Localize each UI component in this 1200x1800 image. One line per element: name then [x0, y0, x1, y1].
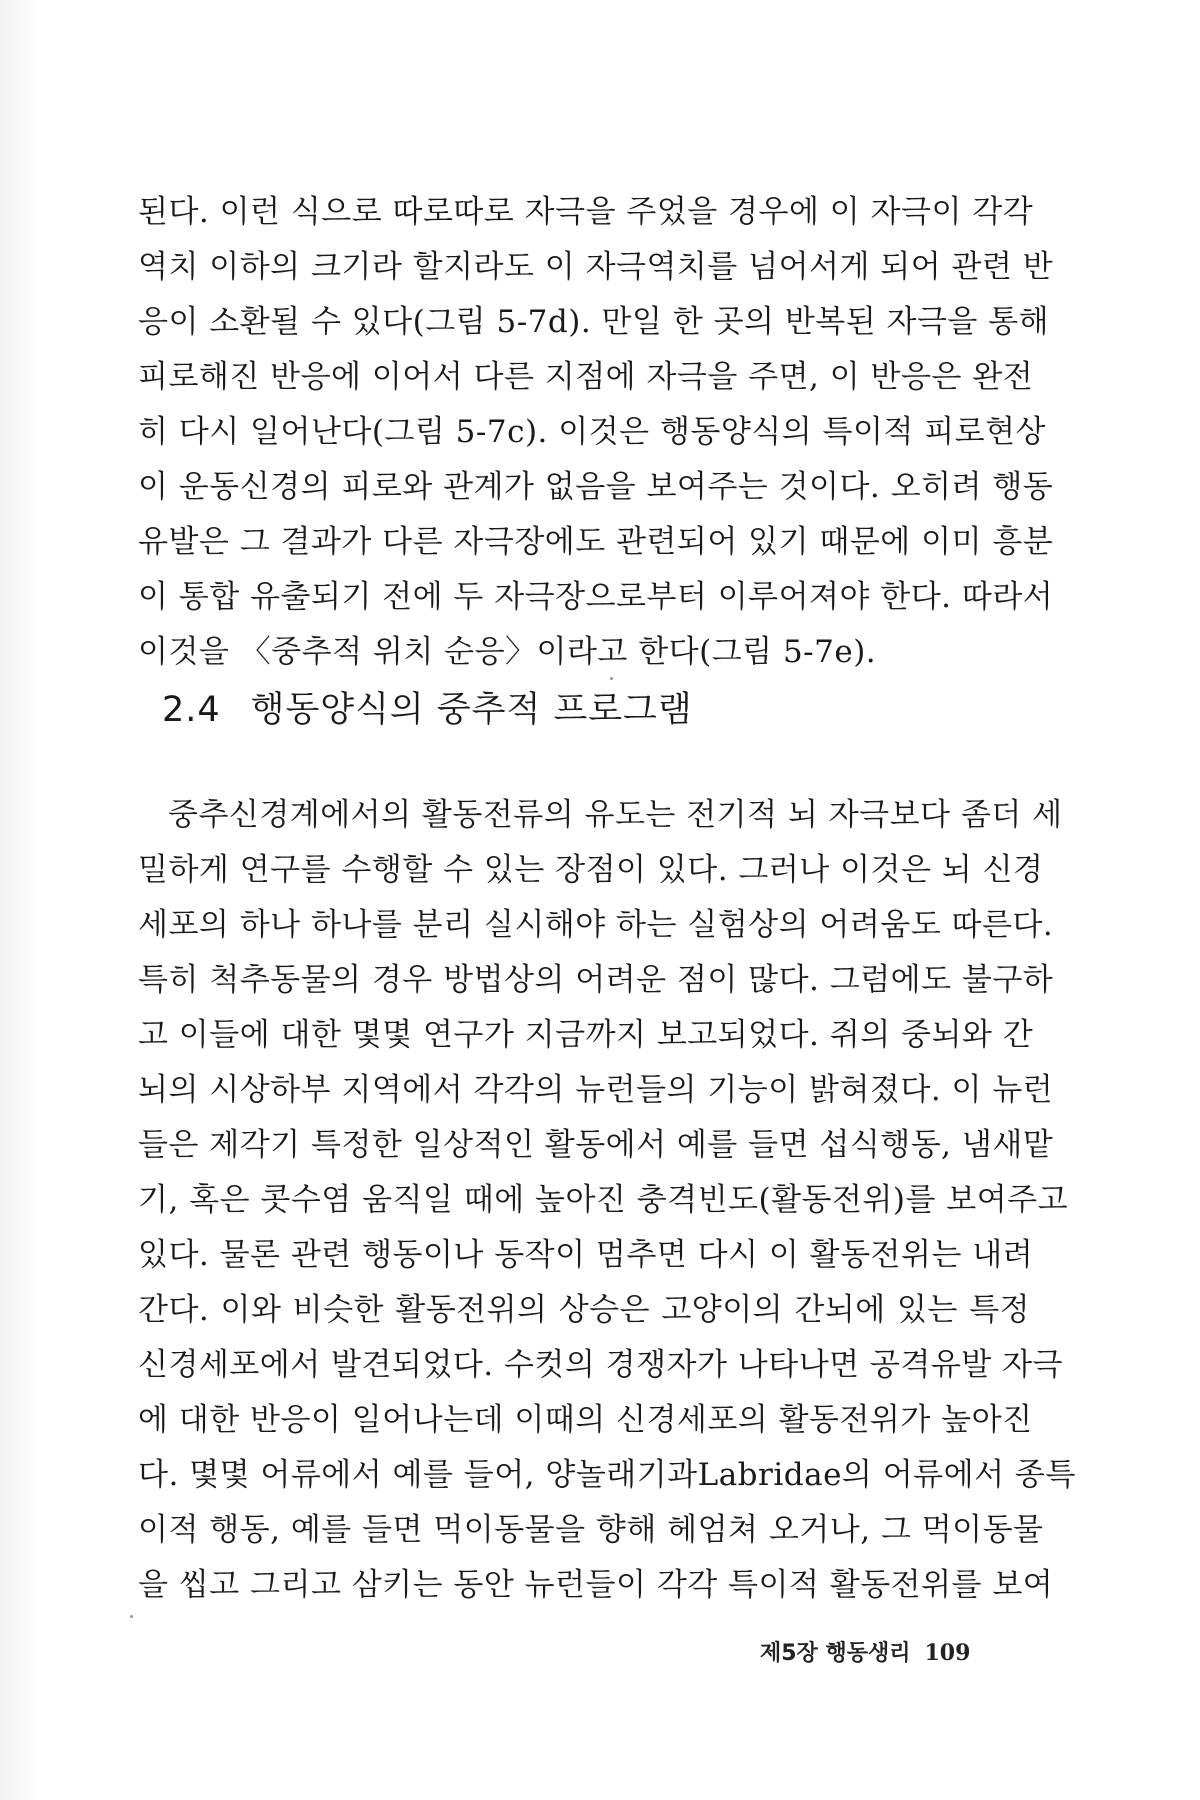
running-footer-chapter: 제5장 행동생리: [760, 1641, 911, 1666]
text-line: 이것을 〈중추적 위치 순응〉이라고 한다(그림 5-7e).: [138, 634, 877, 670]
text-line: 기, 혹은 콧수염 움직일 때에 높아진 충격빈도(활동전위)를 보여주고: [138, 1182, 1069, 1218]
text-line: 들은 제각기 특정한 일상적인 활동에서 예를 들면 섭식행동, 냄새맡: [138, 1127, 1054, 1163]
paragraph-continuation: [138, 185, 1054, 680]
section-number: 2.4: [162, 690, 221, 730]
text-line: 을 씹고 그리고 삼키는 동안 뉴런들이 각각 특이적 활동전위를 보여: [138, 1567, 1054, 1603]
text-line: 역치 이하의 크기라 할지라도 이 자극역치를 넘어서게 되어 관련 반: [138, 249, 1054, 285]
text-line: 특히 척추동물의 경우 방법상의 어려운 점이 많다. 그럼에도 불구하: [138, 962, 1054, 998]
text-line: 이 통합 유출되기 전에 두 자극장으로부터 이루어져야 한다. 따라서: [138, 579, 1054, 615]
text-line: 된다. 이런 식으로 따로따로 자극을 주었을 경우에 이 자극이 각각: [138, 194, 1034, 230]
scan-speck: [610, 677, 613, 680]
text-line: 유발은 그 결과가 다른 자극장에도 관련되어 있기 때문에 이미 흥분: [138, 524, 1054, 560]
text-line: 다. 몇몇 어류에서 예를 들어, 양놀래기과Labridae의 어류에서 종특: [138, 1457, 1076, 1493]
page-footer: [760, 1636, 970, 1667]
text-line: 피로해진 반응에 이어서 다른 지점에 자극을 주면, 이 반응은 완전: [138, 359, 1034, 395]
text-line: 이 운동신경의 피로와 관계가 없음을 보여주는 것이다. 오히려 행동: [138, 469, 1054, 505]
scan-speck: [130, 1615, 133, 1618]
section-paragraph: [138, 788, 1076, 1613]
text-line: 중추신경계에서의 활동전류의 유도는 전기적 뇌 자극보다 좀더 세: [168, 797, 1063, 833]
text-line: 있다. 물론 관련 행동이나 동작이 멈추면 다시 이 활동전위는 내려: [138, 1237, 1034, 1273]
page-edge-shadow: [0, 0, 40, 1800]
text-line: 간다. 이와 비슷한 활동전위의 상승은 고양이의 간뇌에 있는 특정: [138, 1292, 1030, 1328]
text-line: 밀하게 연구를 수행할 수 있는 장점이 있다. 그러나 이것은 뇌 신경: [138, 852, 1044, 888]
text-line: 히 다시 일어난다(그림 5-7c). 이것은 행동양식의 특이적 피로현상: [138, 414, 1047, 450]
text-line: 이적 행동, 예를 들면 먹이동물을 향해 헤엄쳐 오거나, 그 먹이동물: [138, 1512, 1044, 1548]
section-heading: [162, 682, 693, 732]
text-line: 뇌의 시상하부 지역에서 각각의 뉴런들의 기능이 밝혀졌다. 이 뉴런: [138, 1072, 1054, 1108]
page-number: 109: [924, 1640, 971, 1666]
text-line: 고 이들에 대한 몇몇 연구가 지금까지 보고되었다. 쥐의 중뇌와 간: [138, 1017, 1034, 1053]
text-line: 에 대한 반응이 일어나는데 이때의 신경세포의 활동전위가 높아진: [138, 1402, 1033, 1438]
text-line: 응이 소환될 수 있다(그림 5-7d). 만일 한 곳의 반복된 자극을 통해: [138, 304, 1050, 340]
text-line: 세포의 하나 하나를 분리 실시해야 하는 실험상의 어려움도 따른다.: [138, 907, 1054, 943]
section-title: 행동양식의 중추적 프로그램: [250, 690, 693, 730]
text-line: 신경세포에서 발견되었다. 수컷의 경쟁자가 나타나면 공격유발 자극: [138, 1347, 1063, 1383]
